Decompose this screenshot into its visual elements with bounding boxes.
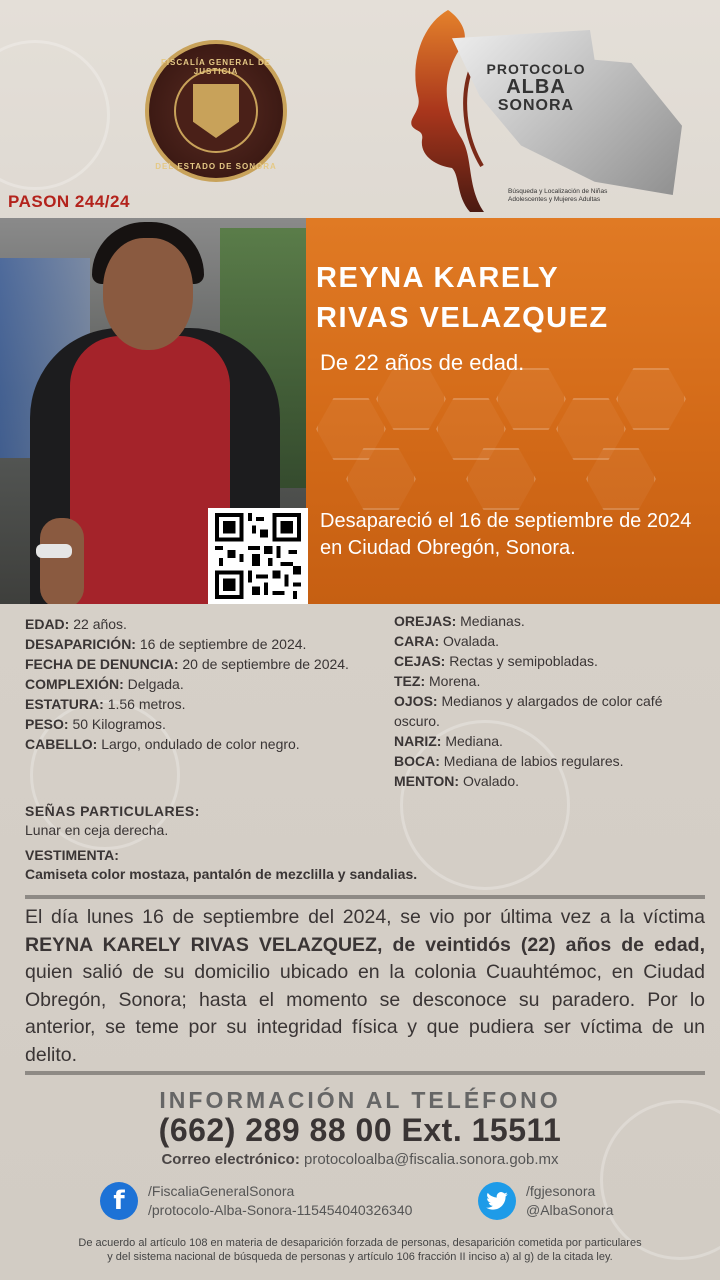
- fiscalia-seal-logo: [145, 40, 287, 182]
- twitter-link-1[interactable]: /fgjesonora: [526, 1183, 596, 1199]
- detail-row: TEZ: Morena.: [394, 673, 481, 689]
- facebook-links[interactable]: [100, 1182, 412, 1220]
- shield-icon: [193, 84, 239, 138]
- facebook-link-2[interactable]: /protocolo-Alba-Sonora-115454040326340: [148, 1202, 413, 1218]
- detail-row: PESO: 50 Kilogramos.: [25, 716, 166, 732]
- detail-row: NARIZ: Mediana.: [394, 733, 503, 749]
- person-name: [316, 258, 609, 338]
- info-title: INFORMACIÓN AL TELÉFONO: [159, 1087, 561, 1113]
- name-line2: RIVAS VELAZQUEZ: [316, 302, 609, 334]
- watermark-seal: [0, 40, 110, 190]
- email-label: Correo electrónico:: [161, 1151, 300, 1168]
- detail-row: CARA: Ovalada.: [394, 633, 500, 649]
- twitter-icon[interactable]: [478, 1182, 516, 1220]
- seal-text-top: FISCALÍA GENERAL DE JUSTICIA: [160, 58, 272, 76]
- clothing: [25, 846, 417, 884]
- senas-value: Lunar en ceja derecha.: [25, 822, 169, 838]
- detail-row: CABELLO: Largo, ondulado de color negro.: [25, 736, 300, 752]
- case-narrative: El día lunes 16 de septiembre del 2024, se vio por última vez a la víctima REYNA KARELY RIVAS VELAZQUEZ, de veintidós (22) años de edad, quien salió de su domicilio ubicado en la colonia Cuauhtémoc, en Ciudad Obregón, Sonora; hasta el momento se desconoce su paradero. Por lo anterior, se teme por su integridad física y que pudiera ser víctima de un delito.: [25, 906, 705, 1066]
- detail-row: OJOS: Medianos y alargados de color café oscuro.: [394, 693, 663, 729]
- details-right-column: [394, 611, 712, 791]
- detail-row: CEJAS: Rectas y semipobladas.: [394, 653, 598, 669]
- twitter-link-2[interactable]: @AlbaSonora: [526, 1202, 614, 1218]
- legal-line1: De acuerdo al artículo 108 en materia de desaparición forzada de personas, desaparición cometida por particulares: [78, 1237, 642, 1249]
- protocolo-sub1: Búsqueda y Localización de Niñas: [508, 188, 608, 195]
- detail-row: FECHA DE DENUNCIA: 20 de septiembre de 2024.: [25, 656, 349, 672]
- vestimenta-value: Camiseta color mostaza, pantalón de mezclilla y sandalias.: [25, 866, 418, 882]
- case-number: PASON 244/24: [8, 192, 130, 211]
- detail-row: COMPLEXIÓN: Delgada.: [25, 676, 184, 692]
- facebook-link-1[interactable]: /FiscaliaGeneralSonora: [148, 1183, 295, 1199]
- detail-row: EDAD: 22 años.: [25, 616, 127, 632]
- detail-row: BOCA: Mediana de labios regulares.: [394, 753, 624, 769]
- distinguishing-marks: [25, 802, 200, 840]
- seal-text-bottom: DEL ESTADO DE SONORA: [155, 162, 277, 171]
- detail-row: OREJAS: Medianas.: [394, 613, 525, 629]
- disappearance-summary: Desapareció el 16 de septiembre de 2024 en Ciudad Obregón, Sonora.: [320, 510, 692, 559]
- divider: [25, 1071, 705, 1075]
- person-age: De 22 años de edad.: [320, 350, 525, 375]
- legal-line2: y del sistema nacional de búsqueda de personas y artículo 106 fracción II inciso a) al g) de la citada ley.: [107, 1251, 613, 1263]
- divider: [25, 895, 705, 899]
- protocolo-line1: PROTOCOLO: [486, 61, 586, 77]
- protocolo-sub2: Adolescentes y Mujeres Adultas: [508, 195, 601, 203]
- protocolo-subtitle: [508, 188, 708, 204]
- protocolo-line3: SONORA: [497, 96, 575, 114]
- detail-row: ESTATURA: 1.56 metros.: [25, 696, 186, 712]
- protocolo-alba-title: [466, 62, 606, 114]
- qr-code-icon[interactable]: [208, 508, 308, 604]
- vestimenta-label: VESTIMENTA:: [25, 847, 119, 863]
- senas-label: SEÑAS PARTICULARES:: [25, 803, 200, 819]
- name-line1: REYNA KARELY: [316, 262, 560, 294]
- detail-row: DESAPARICIÓN: 16 de septiembre de 2024.: [25, 636, 307, 652]
- email-line: [0, 1151, 720, 1168]
- twitter-links[interactable]: [478, 1182, 613, 1220]
- phone-number[interactable]: (662) 289 88 00 Ext. 15511: [158, 1112, 562, 1148]
- detail-row: MENTON: Ovalado.: [394, 773, 520, 789]
- protocolo-line2: ALBA: [506, 75, 566, 98]
- email-link[interactable]: protocoloalba@fiscalia.sonora.gob.mx: [299, 1151, 559, 1168]
- details-left-column: [25, 614, 375, 754]
- legal-notice: [0, 1236, 720, 1264]
- facebook-icon[interactable]: f: [100, 1182, 138, 1220]
